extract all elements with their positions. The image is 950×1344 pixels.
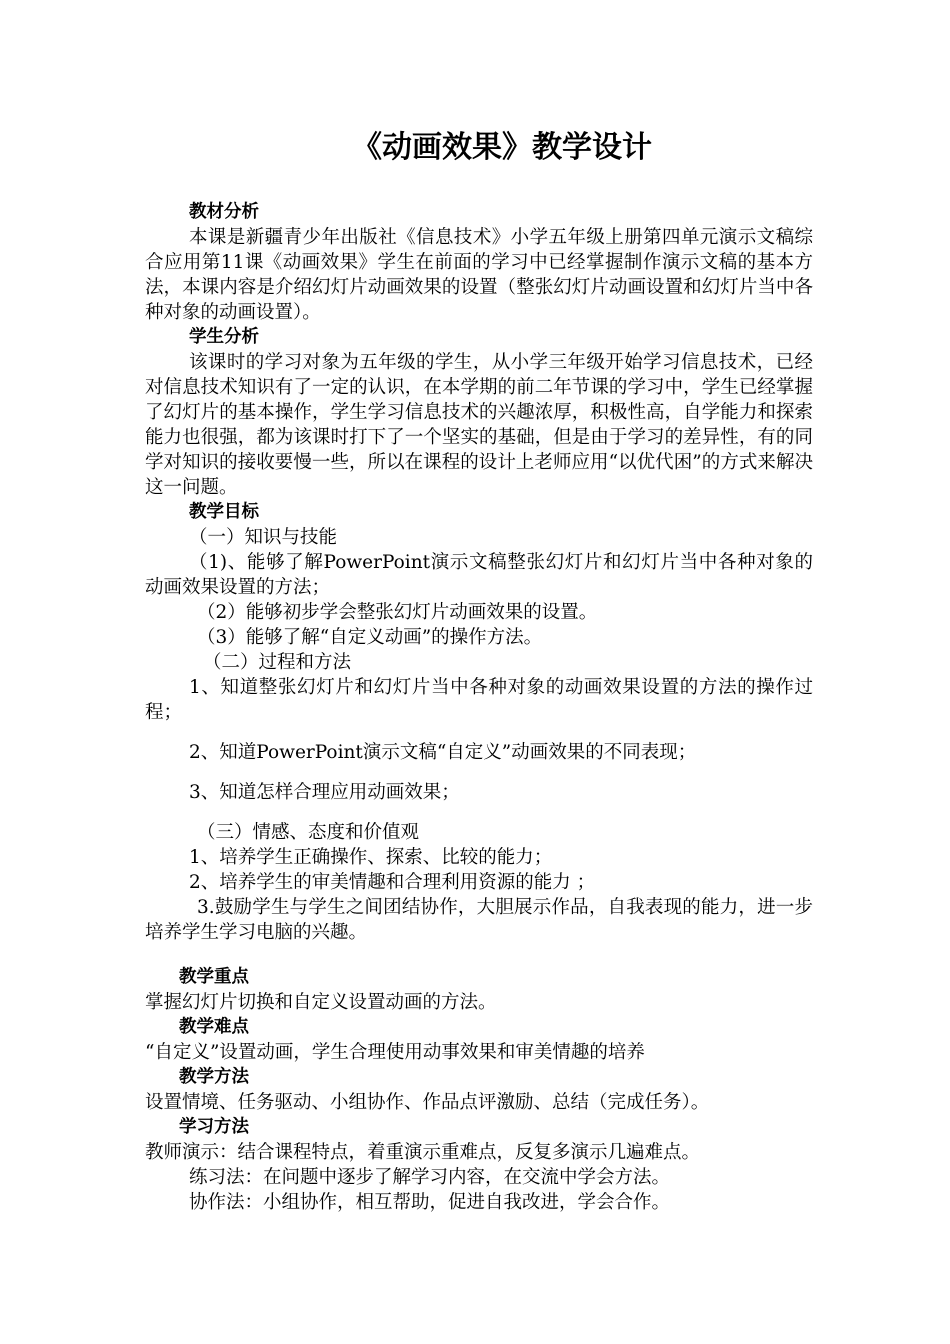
document-body: [145, 200, 813, 1215]
heading-student-analysis: 学生分析: [189, 327, 259, 347]
goal-knowledge-3: （3）能够了解“自定义动画”的操作方法。: [197, 627, 543, 648]
goal-emotion-2: 2、培养学生的审美情趣和合理利用资源的能力 ；: [189, 872, 596, 893]
goal-knowledge-2: （2）能够初步学会整张幻灯片动画效果的设置。: [197, 602, 598, 623]
goal-knowledge-1: （1)、能够了解PowerPoint演示文稿整张幻灯片和幻灯片当中各种对象的动画效果设置的方法；: [145, 552, 813, 598]
paragraph-teaching-focus: 掌握幻灯片切换和自定义设置动画的方法。: [145, 992, 497, 1013]
subheading-process-method: （二）过程和方法: [203, 652, 352, 673]
heading-teaching-goals: 教学目标: [189, 502, 259, 522]
goal-process-2: 2、知道PowerPoint演示文稿“自定义”动画效果的不同表现；: [189, 742, 697, 763]
heading-teaching-method: 教学方法: [179, 1067, 249, 1087]
paragraph-teaching-method: 设置情境、任务驱动、小组协作、作品点评激励、总结（完成任务）。: [145, 1092, 710, 1113]
paragraph-material-analysis: 本课是新疆青少年出版社《信息技术》小学五年级上册第四单元演示文稿综合应用第11课《动画效果》学生在前面的学习中已经掌握制作演示文稿的基本方法，本课内容是介绍幻灯片动画效果的设置（整张幻灯片动画设置和幻灯片当中各种对象的动画设置）。: [145, 227, 813, 323]
goal-emotion-3: 3.鼓励学生与学生之间团结协作，大胆展示作品，自我表现的能力，进一步培养学生学习电脑的兴趣。: [145, 897, 813, 943]
subheading-emotion-values: （三）情感、态度和价值观: [197, 822, 420, 843]
goal-process-3: 3、知道怎样合理应用动画效果；: [189, 782, 460, 803]
learning-method-demo: 教师演示：结合课程特点，着重演示重难点，反复多演示几遍难点。: [145, 1142, 701, 1163]
heading-material-analysis: 教材分析: [189, 202, 259, 222]
subheading-knowledge-skills: （一）知识与技能: [189, 527, 338, 548]
heading-learning-method: 学习方法: [179, 1117, 249, 1137]
document-title: 《动画效果》教学设计: [352, 130, 652, 165]
paragraph-teaching-difficulty: “自定义”设置动画，学生合理使用动事效果和审美情趣的培养: [145, 1042, 645, 1063]
goal-emotion-1: 1、培养学生正确操作、探索、比较的能力；: [189, 847, 553, 868]
heading-teaching-difficulty: 教学难点: [179, 1017, 249, 1037]
paragraph-student-analysis: 该课时的学习对象为五年级的学生，从小学三年级开始学习信息技术，已经对信息技术知识有了一定的认识，在本学期的前二年节课的学习中，学生已经掌握了幻灯片的基本操作，学生学习信息技术的兴趣浓厚，积极性高，自学能力和探索能力也很强，都为该课时打下了一个坚实的基础，但是由于学习的差异性，有的同学对知识的接收要慢一些，所以在课程的设计上老师应用“以优代困”的方式来解决这一问题。: [145, 352, 813, 498]
learning-method-cooperation: 协作法：小组协作，相互帮助，促进自我改进，学会合作。: [189, 1192, 671, 1213]
heading-teaching-focus: 教学重点: [179, 967, 249, 987]
goal-process-1: 1、知道整张幻灯片和幻灯片当中各种对象的动画效果设置的方法的操作过程；: [145, 677, 813, 723]
learning-method-practice: 练习法：在问题中逐步了解学习内容，在交流中学会方法。: [189, 1167, 671, 1188]
